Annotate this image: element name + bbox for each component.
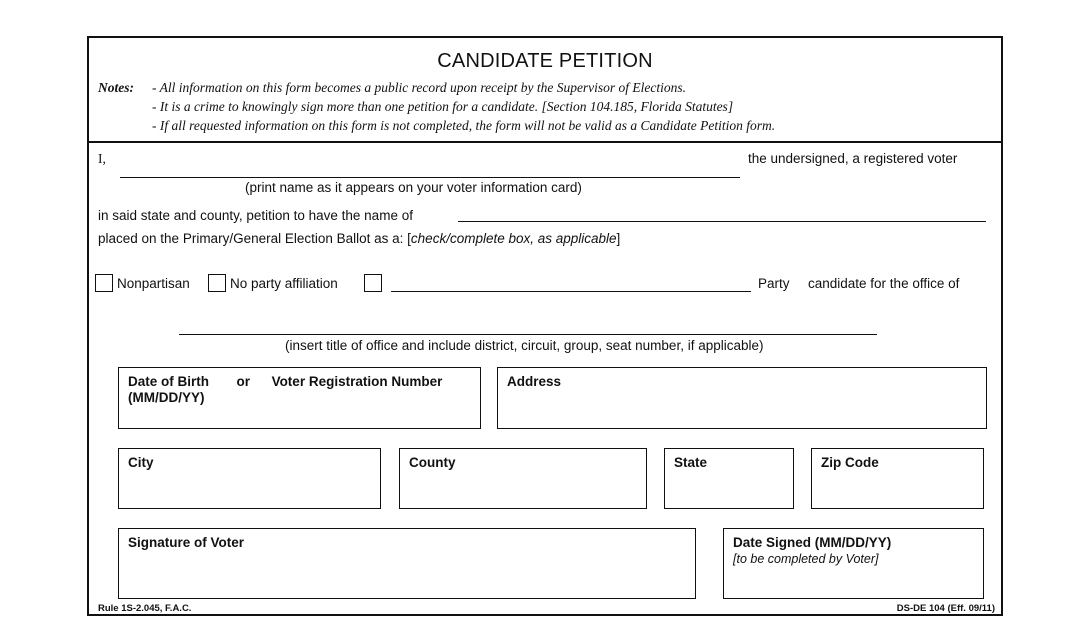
office-text: candidate for the office of [808,276,960,291]
address-field[interactable] [497,367,987,429]
notes-label: Notes: [98,80,134,95]
note-2: - It is a crime to knowingly sign more than one petition for a candidate. [Section 104.185, Florida Statutes] [152,99,734,114]
office-caption: (insert title of office and include district, circuit, group, seat number, if applicable) [285,338,764,353]
line1-suffix: the undersigned, a registered voter [748,151,958,166]
or-label: or [236,374,251,389]
candidate-name-line[interactable] [458,221,986,222]
line2-text: in said state and county, petition to have the name of [98,208,413,223]
line1-prefix: I, [98,151,106,166]
dob-format-label: (MM/DD/YY) [128,390,205,405]
footer-rule: Rule 1S-2.045, F.A.C. [98,603,192,614]
state-field[interactable] [664,448,794,509]
dob-voter-reg-field[interactable] [118,367,481,429]
date-signed-note: [to be completed by Voter] [733,552,879,566]
date-signed-label: Date Signed (MM/DD/YY) [733,535,892,550]
date-signed-field[interactable] [723,528,984,599]
note-1: - All information on this form becomes a public record upon receipt by the Supervisor of Elections. [152,80,687,95]
voter-name-line[interactable] [120,177,740,178]
voter-reg-label: Voter Registration Number [271,374,443,389]
office-title-line[interactable] [179,334,877,335]
footer-form-id: DS-DE 104 (Eff. 09/11) [896,603,995,614]
city-field[interactable] [118,448,381,509]
print-name-caption: (print name as it appears on your voter information card) [245,180,582,195]
party-checkbox[interactable] [364,274,382,292]
no-party-label: No party affiliation [230,276,338,291]
no-party-checkbox[interactable] [208,274,226,292]
dob-label: Date of Birth [128,374,209,389]
city-label: City [128,455,154,470]
zip-code-field[interactable] [811,448,984,509]
address-label: Address [507,374,562,389]
signature-label: Signature of Voter [128,535,245,550]
signature-field[interactable] [118,528,696,599]
county-field[interactable] [399,448,647,509]
nonpartisan-label: Nonpartisan [117,276,190,291]
state-label: State [674,455,708,470]
party-name-line[interactable] [391,291,751,292]
form-header [89,38,1001,143]
form-title: CANDIDATE PETITION [437,50,653,72]
party-label: Party [758,276,790,291]
county-label: County [409,455,456,470]
note-3: - If all requested information on this form is not completed, the form will not be valid as a Candidate Petition form. [152,118,776,133]
nonpartisan-checkbox[interactable] [95,274,113,292]
candidate-petition-form [87,36,1003,616]
zip-code-label: Zip Code [821,455,879,470]
ballot-instructions: placed on the Primary/General Election Ballot as a: [check/complete box, as applicable] [98,231,621,246]
